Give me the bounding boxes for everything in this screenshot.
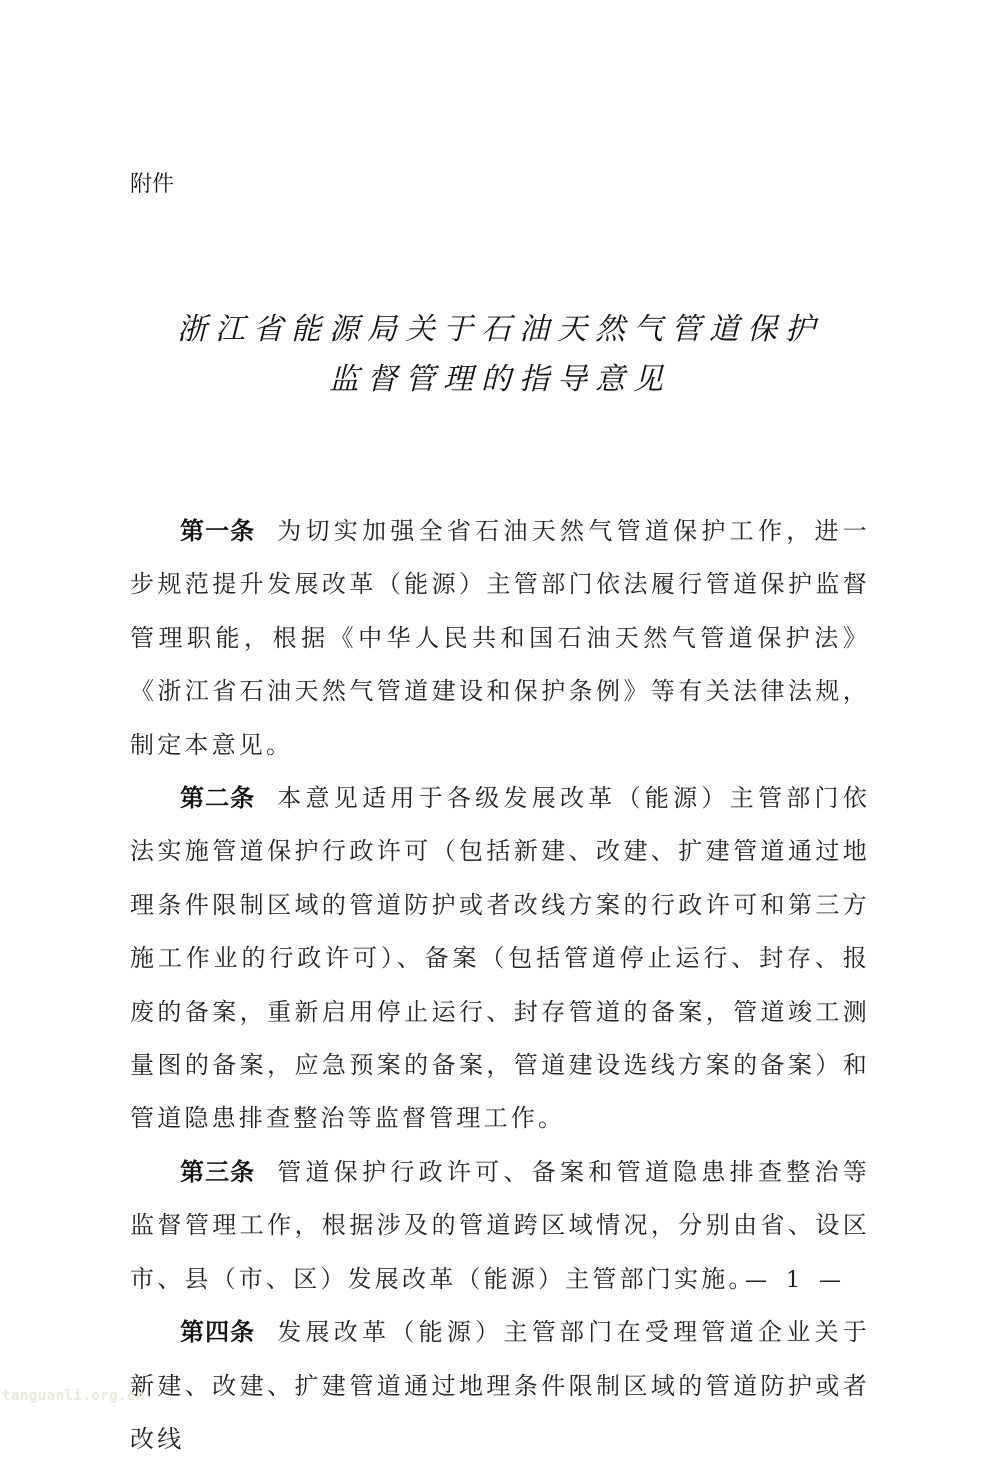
article-number: 第一条 (180, 517, 256, 545)
article-text: 发展改革（能源）主管部门在受理管道企业关于新建、改建、扩建管道通过地理条件限制区域的管道防护或者改线 (130, 1318, 870, 1453)
article-1 (130, 505, 870, 772)
title-line-2: 监督管理的指导意见 (329, 362, 671, 397)
page-number: — 1 — (745, 1268, 847, 1293)
article-2 (130, 772, 870, 1146)
document-title (0, 305, 1000, 405)
article-text: 为切实加强全省石油天然气管道保护工作，进一步规范提升发展改革（能源）主管部门依法履行管道保护监督管理职能，根据《中华人民共和国石油天然气管道保护法》《浙江省石油天然气管道建设和保护条例》等有关法律法规，制定本意见。 (130, 517, 870, 759)
article-number: 第四条 (180, 1318, 256, 1347)
document-body (130, 505, 870, 1466)
attachment-label: 附件 (130, 172, 175, 197)
article-text: 本意见适用于各级发展改革（能源）主管部门依法实施管道保护行政许可（包括新建、改建、扩建管道通过地理条件限制区域的管道防护或者改线方案的行政许可和第三方施工作业的行政许可）、备案（包括管道停止运行、封存、报废的备案，重新启用停止运行、封存管道的备案，管道竣工测量图的备案，应急预案的备案，管道建设选线方案的备案）和管道隐患排查整治等监督管理工作。 (130, 784, 870, 1133)
article-4 (130, 1306, 870, 1466)
watermark: tanguanli.org.cn (2, 1388, 145, 1404)
article-number: 第二条 (180, 784, 256, 813)
article-number: 第三条 (180, 1157, 256, 1186)
title-line-1: 浙江省能源局关于石油天然气管道保护 (177, 312, 823, 347)
article-text: 管道保护行政许可、备案和管道隐患排查整治等监督管理工作，根据涉及的管道跨区域情况，分别由省、设区市、县（市、区）发展改革（能源）主管部门实施。 (130, 1157, 870, 1293)
